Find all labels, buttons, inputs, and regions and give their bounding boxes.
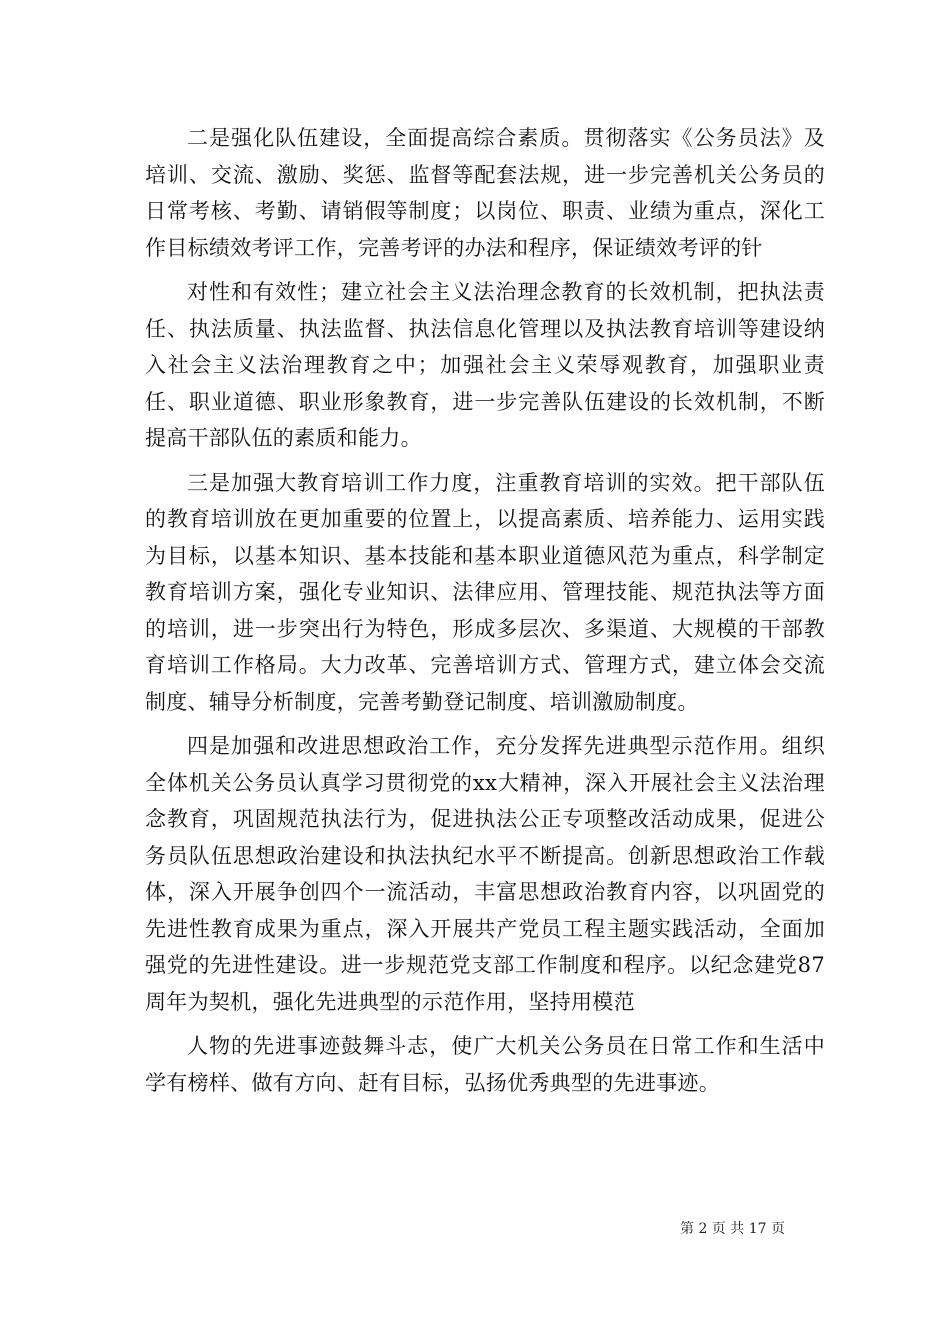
page-number-footer: 第 2 页 共 17 页 [680, 1221, 785, 1237]
paragraph-team-building: 二是强化队伍建设，全面提高综合素质。贯彻落实《公务员法》及培训、交流、激励、奖惩、监督等配套法规，进一步完善机关公务员的日常考核、考勤、请销假等制度；以岗位、职责、业绩为重点，深化工作目标绩效考评工作，完善考评的办法和程序，保证绩效考评的针 [145, 126, 825, 260]
paragraph-education-training: 三是加强大教育培训工作力度，注重教育培训的实效。把干部队伍的教育培训放在更加重要的位置上，以提高素质、培养能力、运用实践为目标，以基本知识、基本技能和基本职业道德风范为重点，科学制定教育培训方案，强化专业知识、法律应用、管理技能、规范执法等方面的培训，进一步突出行为特色，形成多层次、多渠道、大规模的干部教育培训工作格局。大力改革、完善培训方式、管理方式，建立体会交流制度、辅导分析制度，完善考勤登记制度、培训激励制度。 [145, 470, 825, 714]
paragraph-political-work: 四是加强和改进思想政治工作，充分发挥先进典型示范作用。组织全体机关公务员认真学习贯彻党的xx大精神，深入开展社会主义法治理念教育，巩固规范执法行为，促进执法公正专项整改活动成果，促进公务员队伍思想政治建设和执法执纪水平不断提高。创新思想政治工作载体，深入开展争创四个一流活动，丰富思想政治教育内容，以巩固党的先进性教育成果为重点，深入开展共产党员工程主题实践活动，全面加强党的先进性建设。进一步规范党支部工作制度和程序。以纪念建党87周年为契机，强化先进典型的示范作用，坚持用模范 [145, 734, 825, 1014]
paragraph-team-building-continued: 对性和有效性；建立社会主义法治理念教育的长效机制，把执法责任、执法质量、执法监督、执法信息化管理以及执法教育培训等建设纳入社会主义法治理教育之中；加强社会主义荣辱观教育，加强职业责任、职业道德、职业形象教育，进一步完善队伍建设的长效机制，不断提高干部队伍的素质和能力。 [145, 280, 825, 450]
paragraph-role-models: 人物的先进事迹鼓舞斗志，使广大机关公务员在日常工作和生活中学有榜样、做有方向、赶有目标，弘扬优秀典型的先进事迹。 [145, 1034, 825, 1095]
document-body [145, 120, 825, 1109]
